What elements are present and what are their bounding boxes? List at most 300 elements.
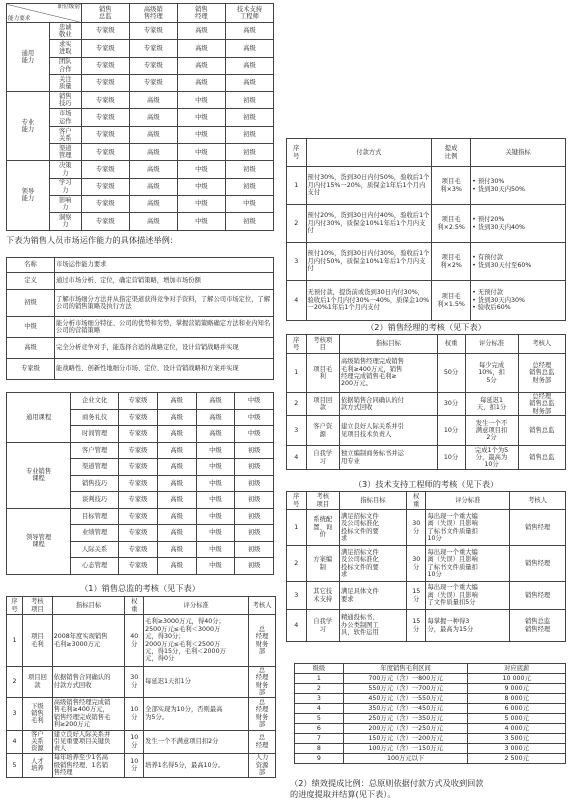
competency-table xyxy=(6,3,274,231)
corner-bottom-label: 能力要求 xyxy=(8,15,31,22)
competency-row xyxy=(7,23,274,40)
level-cell: 专家级 xyxy=(81,195,129,212)
profit-range-cell: 450万元（含）一550万元 xyxy=(343,694,468,704)
kpi-std: 每出现一个重大编 离（失误）且影响 了标书文件质量扣 10分 xyxy=(426,510,510,546)
market-row xyxy=(7,359,274,380)
level-cell: 中级 xyxy=(225,195,273,212)
col-header: 指标目标 xyxy=(339,492,406,510)
kpi-std: 每出现一个重大编 离（失误）且影响 了标书文件质量扣 10分 xyxy=(426,546,510,582)
level-cell: 专家级 xyxy=(119,393,158,410)
level-cell: 初级 xyxy=(225,126,273,143)
grade-cell: 8 xyxy=(295,744,344,754)
level-cell: 专家级 xyxy=(119,525,158,542)
level-cell: 高级 xyxy=(225,40,273,57)
kpi-who: 总经理 销售总监 财务部 xyxy=(518,393,565,416)
kpi-ratio: 项目毛 利×1.5% xyxy=(432,281,471,321)
grade-cell: 4 xyxy=(295,704,344,714)
level-cell: 中级 xyxy=(177,109,225,126)
t4-row xyxy=(7,615,276,667)
level-cell: 高级 xyxy=(225,74,273,91)
course-name: 销售技巧 xyxy=(71,475,119,492)
col-header: 考核人 xyxy=(518,335,565,354)
col-header: 提成 比例 xyxy=(432,139,471,167)
kpi-std: 全部实现为10分，否则最高 为5分。 xyxy=(144,697,249,730)
course-name: 客户管理 xyxy=(71,442,119,459)
kpi-who: 销售经理 xyxy=(510,546,566,582)
kpi-who: 销售总监 销售经理 xyxy=(510,610,566,642)
t5-row xyxy=(287,205,566,243)
t6-header-row xyxy=(287,335,566,354)
kpi-who: 总 经理 财务 部 xyxy=(249,615,276,667)
kpi-who: 总经理 销售总监 财务部 xyxy=(518,354,565,393)
col-header: 级级 xyxy=(295,664,344,674)
level-cell: 初级 xyxy=(225,213,273,230)
kpi-w: 15 分 xyxy=(406,610,426,642)
level-cell: 初级 xyxy=(235,475,274,492)
kpi-no: 2 xyxy=(287,393,307,416)
kpi-who: 销售经理 xyxy=(510,582,566,610)
kpi-no: 3 xyxy=(287,582,307,610)
profit-range-cell: 100万元（含）一150万元 xyxy=(343,744,468,754)
level-desc: 能分析市场细分特征、公司的优势和劣势，掌握营销策略确定方法和业内知名公司的营销策略 xyxy=(55,317,274,338)
kpi-w: 50分 xyxy=(437,354,465,393)
col-header: 序 号 xyxy=(287,335,307,354)
salary-header-row xyxy=(295,664,566,674)
caption-sales-director xyxy=(6,583,274,593)
col-header: 对应底薪 xyxy=(468,664,566,674)
level-cell: 专家级 xyxy=(119,508,158,525)
kpi-no: 4 xyxy=(287,446,307,470)
t7-row xyxy=(287,610,566,642)
base-salary-cell: 6 000元 xyxy=(468,704,566,714)
kpi-target: 高级销售经理完成销 售毛利≥400万元， 销售经理完成销售毛 利≥200万元 xyxy=(52,697,125,730)
competency-table-wrap xyxy=(6,3,274,231)
kpi-std: 完成1个为5 分，最高为 10分 xyxy=(465,446,518,470)
competency-item: 洞察 力 xyxy=(49,213,81,230)
level-cell: 中级 xyxy=(196,475,235,492)
level-cell: 高级 xyxy=(129,144,177,161)
course-name: 人际关系 xyxy=(71,541,119,558)
kpi-no: 1 xyxy=(287,354,307,393)
kpi-w: 30 分 xyxy=(406,546,426,582)
grade-cell: 2 xyxy=(295,684,344,694)
t6-row xyxy=(287,393,566,416)
level-cell: 高级 xyxy=(196,409,235,426)
salary-row xyxy=(295,754,566,764)
kpi-who: 总 经理 财务 部 xyxy=(249,667,276,698)
level-cell: 高级 xyxy=(129,161,177,178)
level-cell: 专家级 xyxy=(81,23,129,40)
kpi-w: 10 分 xyxy=(125,753,144,777)
level-cell: 高级 xyxy=(157,508,196,525)
course-name: 谈判技巧 xyxy=(71,492,119,509)
level-cell: 专家级 xyxy=(129,23,177,40)
grade-cell: 1 xyxy=(295,674,344,684)
course-name: 目标管理 xyxy=(71,508,119,525)
col-header: 考核人 xyxy=(249,597,276,615)
level-cell: 中级 xyxy=(196,459,235,476)
competency-item: 关注 质量 xyxy=(49,74,81,91)
competency-row xyxy=(7,92,274,109)
level-cell: 中级 xyxy=(196,558,235,575)
salary-row xyxy=(295,704,566,714)
col-header: 评分标准 xyxy=(465,335,518,354)
competency-header-row xyxy=(7,4,274,23)
kpi-no: 4 xyxy=(287,281,307,321)
kpi-target: 依据销售合同确认的付 款方式回收 xyxy=(339,393,437,416)
grade-cell: 5 xyxy=(295,714,344,724)
level-cell: 中级 xyxy=(177,92,225,109)
course-name: 渠道管理 xyxy=(71,459,119,476)
kpi-item: 其它技 术支持 xyxy=(306,582,339,610)
level-cell: 中级 xyxy=(177,126,225,143)
competency-item: 市场 运作 xyxy=(49,109,81,126)
kpi-target: 满足招标文件 及公司标准化 投标文件的要 求 xyxy=(339,546,406,582)
base-salary-cell: 3 500元 xyxy=(468,734,566,744)
kpi-std: 发生一个不 满意项目扣 2分 xyxy=(465,416,518,446)
t6-row xyxy=(287,446,566,470)
base-salary-cell: 4 000元 xyxy=(468,724,566,734)
competency-item: 团队 合作 xyxy=(49,57,81,74)
level-cell: 专家级 xyxy=(129,40,177,57)
level-cell: 中级 xyxy=(177,195,225,212)
kpi-target: 每年培养至少1名高 级销售经理、1名销 售经理 xyxy=(52,753,125,777)
level-cell: 初级 xyxy=(235,525,274,542)
t4-row xyxy=(7,730,276,753)
kpi-target: 建立良好人际关系并引 见项目技术负责人 xyxy=(339,416,437,446)
grade-cell: 3 xyxy=(295,694,344,704)
level-cell: 初级 xyxy=(225,161,273,178)
salary-row xyxy=(295,694,566,704)
market-row xyxy=(7,317,274,338)
t7-row xyxy=(287,546,566,582)
level-cell: 高级 xyxy=(129,126,177,143)
kpi-no: 4 xyxy=(287,610,307,642)
level-cell: 高级 xyxy=(157,442,196,459)
course-group: 专业销售 课程 xyxy=(7,442,71,508)
t4-header-row xyxy=(7,597,276,615)
competency-item: 影响 力 xyxy=(49,195,81,212)
competency-group: 领导 能力 xyxy=(7,161,50,230)
t6-row xyxy=(287,416,566,446)
profit-range-cell: 150万元（含）一200万元 xyxy=(343,734,468,744)
kpi-std: 每延迟1 天，扣1分 xyxy=(465,393,518,416)
col-header: 付款方式 xyxy=(306,139,432,167)
t7-row xyxy=(287,510,566,546)
competency-group: 通用 能力 xyxy=(7,23,50,92)
kpi-item: 客户资 源 xyxy=(306,416,339,446)
level-cell: 中级 xyxy=(235,393,274,410)
level-cell: 专家级 xyxy=(81,213,129,230)
level-cell: 高级 xyxy=(157,475,196,492)
manager-kpi-table-wrap xyxy=(286,334,566,470)
salary-row xyxy=(295,724,566,734)
caption-tech-engineer xyxy=(286,479,566,489)
kpi-target: 2008年度实现销售 毛利≥3000万元 xyxy=(52,615,125,667)
level-cell: 高级 xyxy=(196,393,235,410)
corner-top-label: 职位级别 xyxy=(57,4,80,10)
kpi-item: 人才 培养 xyxy=(23,753,53,777)
kpi-target: 精通投标书、 办公类制图工 具，软件运用 xyxy=(339,610,406,642)
level-cell: 专家级 xyxy=(119,558,158,575)
level-cell: 专家级 xyxy=(81,126,129,143)
level-cell: 专家级 xyxy=(119,459,158,476)
level-cell: 中级 xyxy=(177,161,225,178)
kpi-std: 每少完成 10%，扣 5分 xyxy=(465,354,518,393)
kpi-w: 30 分 xyxy=(406,510,426,546)
kpi-no: 1 xyxy=(7,615,23,667)
level-name: 初级 xyxy=(7,290,55,317)
col-header: 考核 项目 xyxy=(23,597,53,615)
kpi-no: 3 xyxy=(287,416,307,446)
kpi-item: 自我学 习 xyxy=(306,610,339,642)
course-group: 通用课程 xyxy=(7,393,71,443)
level-cell: 高级 xyxy=(225,23,273,40)
base-salary-cell: 9 000元 xyxy=(468,684,566,694)
kpi-std: 每延迟1天扣1分 xyxy=(144,667,249,698)
level-cell: 专家级 xyxy=(81,92,129,109)
competency-row xyxy=(7,161,274,178)
course-table-wrap xyxy=(6,392,274,575)
competency-item: 决策 力 xyxy=(49,161,81,178)
level-cell: 高级 xyxy=(196,426,235,443)
kpi-key: • 预付20% • 货到30天内40% xyxy=(471,205,566,243)
kpi-who: 销售总监 xyxy=(518,446,565,470)
profit-range-cell: 350万元（含）一450万元 xyxy=(343,704,468,714)
kpi-item: 自我学 习 xyxy=(306,446,339,470)
kpi-ratio: 项目毛 利×3% xyxy=(432,167,471,205)
kpi-ratio: 项目毛 利×2.5% xyxy=(432,205,471,243)
competency-item: 忠诚 敬业 xyxy=(49,23,81,40)
kpi-no: 1 xyxy=(287,510,307,546)
col-header: 指标目标 xyxy=(339,335,437,354)
kpi-std: 每出现一个重大编 离（失误）且影响 了文件质量扣5分 xyxy=(426,582,510,610)
level-cell: 初级 xyxy=(235,558,274,575)
col-header: 序 号 xyxy=(287,492,307,510)
competency-group: 专业 能力 xyxy=(7,92,50,161)
col-header: 年度销售毛利区间 xyxy=(343,664,468,674)
payment-table-wrap xyxy=(286,138,566,321)
base-salary-cell: 2 500元 xyxy=(468,754,566,764)
market-row xyxy=(7,273,274,290)
kpi-std: 发生一个不满意项目扣2分 xyxy=(144,730,249,753)
kpi-ratio: 项目毛 利×2% xyxy=(432,243,471,281)
level-desc: 通过市场分析、定位，确定营销策略，增加市场份额 xyxy=(55,273,274,290)
kpi-std: 每掌握一种得3 分，最高为15分 xyxy=(426,610,510,642)
profit-range-cell: 700万元（含）一800万元 xyxy=(343,674,468,684)
t7-row xyxy=(287,582,566,610)
course-name: 业绩管理 xyxy=(71,525,119,542)
col-header: 权 重 xyxy=(125,597,144,615)
course-row xyxy=(7,508,274,525)
engineer-kpi-table-wrap xyxy=(286,491,566,642)
engineer-kpi-table xyxy=(286,491,566,642)
profit-range-cell: 250万元（含）一350万元 xyxy=(343,714,468,724)
level-cell: 高级 xyxy=(157,492,196,509)
level-cell: 高级 xyxy=(225,57,273,74)
level-cell: 中级 xyxy=(196,525,235,542)
level-cell: 专家级 xyxy=(119,541,158,558)
profit-range-cell: 200万元（含）一250万元 xyxy=(343,724,468,734)
intro-line: 下表为销售人员市场运作能力的具体描述举例： xyxy=(6,235,178,245)
kpi-who: 销售总监 xyxy=(518,416,565,446)
corner-cell xyxy=(7,4,82,23)
level-cell: 高级 xyxy=(157,393,196,410)
kpi-key: • 预付30% • 货到30天内50% xyxy=(471,167,566,205)
level-cell: 初级 xyxy=(235,492,274,509)
level-cell: 专家级 xyxy=(81,109,129,126)
t4-row xyxy=(7,753,276,777)
level-name: 定义 xyxy=(7,273,55,290)
kpi-item: 项目回 款 xyxy=(306,393,339,416)
kpi-target: 依据销售合同确认的 付款方式回收 xyxy=(52,667,125,698)
salary-row xyxy=(295,684,566,694)
course-row xyxy=(7,393,274,410)
kpi-target: 建立良好人际关系并 引见重要项目关键负 责人 xyxy=(52,730,125,753)
kpi-w: 10分 xyxy=(437,446,465,470)
kpi-std: 培养1名得5分，最高10分。 xyxy=(144,753,249,777)
kpi-item: 项目 毛利 xyxy=(23,615,53,667)
base-salary-cell: 8 000元 xyxy=(468,694,566,704)
level-cell: 专家级 xyxy=(81,161,129,178)
col-header: 序 号 xyxy=(287,139,307,167)
competency-item: 学习 力 xyxy=(49,178,81,195)
col-header: 销售 经理 xyxy=(177,4,225,23)
level-cell: 专家级 xyxy=(81,57,129,74)
market-header-row xyxy=(7,258,274,273)
level-cell: 初级 xyxy=(225,178,273,195)
level-cell: 专家级 xyxy=(119,442,158,459)
level-name: 专家级 xyxy=(7,359,55,380)
col-header: 名称 xyxy=(7,258,55,273)
caption-text: （1）销售总监的考核（见下表） xyxy=(80,583,200,593)
kpi-pay: 预付30%，货到30日内付50%，验收后1个月内付15%一20%，质保金1年后1个月内支付 xyxy=(306,167,432,205)
kpi-target: 满足招标文件 及公司标准化 投标文件的要 求 xyxy=(339,510,406,546)
grade-cell: 6 xyxy=(295,724,344,734)
level-cell: 专家级 xyxy=(119,475,158,492)
level-cell: 高级 xyxy=(177,40,225,57)
t7-header-row xyxy=(287,492,566,510)
level-cell: 高级 xyxy=(157,459,196,476)
level-cell: 中级 xyxy=(196,541,235,558)
level-desc: 完全分析竞争对手，能选择合适的战略定位，设计营销战略并实现 xyxy=(55,338,274,359)
base-salary-cell: 3 000元 xyxy=(468,744,566,754)
kpi-item: 方案编 制 xyxy=(306,546,339,582)
salary-row xyxy=(295,744,566,754)
market-row xyxy=(7,290,274,317)
level-cell: 高级 xyxy=(129,195,177,212)
level-cell: 初级 xyxy=(225,144,273,161)
course-name: 时间管理 xyxy=(71,426,119,443)
col-header: 关键指标 xyxy=(471,139,566,167)
kpi-no: 5 xyxy=(7,753,23,777)
intro-text xyxy=(6,235,274,245)
level-cell: 高级 xyxy=(157,426,196,443)
level-cell: 初级 xyxy=(235,508,274,525)
kpi-no: 3 xyxy=(7,697,23,730)
director-kpi-table-wrap xyxy=(6,596,276,778)
kpi-pay: 预付20%，货到30日内付40%，验收后1个月内付30%，质保金10%1年后1个月内支付 xyxy=(306,205,432,243)
market-ability-table-wrap xyxy=(6,257,274,380)
kpi-item: 客户 关系 资源 xyxy=(23,730,53,753)
kpi-item: 项目回 款 xyxy=(23,667,53,698)
kpi-w: 10 分 xyxy=(125,697,144,730)
caption-text: （2）销售经理的考核（见下表） xyxy=(366,322,486,332)
kpi-w: 40 分 xyxy=(125,615,144,667)
kpi-w: 10 分 xyxy=(125,730,144,753)
level-name: 高级 xyxy=(7,338,55,359)
kpi-item: 系统配 置、询 价 xyxy=(306,510,339,546)
kpi-no: 2 xyxy=(7,667,23,698)
kpi-item: 下级 销售 毛利 xyxy=(23,697,53,730)
course-group: 领导管理 课程 xyxy=(7,508,71,574)
competency-item: 客户 关系 xyxy=(49,126,81,143)
t4-row xyxy=(7,697,276,730)
kpi-who: 总 经理 xyxy=(249,730,276,753)
t5-row xyxy=(287,281,566,321)
course-table xyxy=(6,392,274,575)
course-name: 心态管理 xyxy=(71,558,119,575)
grade-cell: 7 xyxy=(295,734,344,744)
kpi-target: 满足具体文件 要求 xyxy=(339,582,406,610)
kpi-key: • 有预付款 • 货到30天付至60% xyxy=(471,243,566,281)
col-header: 权重 xyxy=(437,335,465,354)
market-row xyxy=(7,338,274,359)
col-header: 考核项 目 xyxy=(306,335,339,354)
level-desc: 能战略性、创新性地细分市场、定位、设计营销战略和方案并实现 xyxy=(55,359,274,380)
level-cell: 高级 xyxy=(157,409,196,426)
level-cell: 中级 xyxy=(177,178,225,195)
base-salary-cell: 10 000元 xyxy=(468,674,566,684)
salary-grade-table xyxy=(294,663,566,764)
col-header: 评分标准 xyxy=(426,492,510,510)
level-cell: 专家级 xyxy=(129,57,177,74)
level-cell: 高级 xyxy=(129,178,177,195)
grade-cell: 9 xyxy=(295,754,344,764)
kpi-target: 高级销售经理完成销售 毛利≥400万元，销售 经理完成销售毛利≥ 200万元。 xyxy=(339,354,437,393)
payment-table xyxy=(286,138,566,321)
level-cell: 高级 xyxy=(157,541,196,558)
kpi-item: 项目毛 利 xyxy=(306,354,339,393)
t6-row xyxy=(287,354,566,393)
level-cell: 中级 xyxy=(177,144,225,161)
level-cell: 高级 xyxy=(177,74,225,91)
level-cell: 高级 xyxy=(129,92,177,109)
profit-range-cell: 550万元（含）一700万元 xyxy=(343,684,468,694)
level-cell: 中级 xyxy=(196,492,235,509)
col-header: 评分标准 xyxy=(144,597,249,615)
kpi-who: 总 经理 财务 部 xyxy=(249,697,276,730)
kpi-pay: 预付10%，货到30日内付30%，验收后1个月内付50%，质保金10%1年后1个月内支付 xyxy=(306,243,432,281)
level-cell: 中级 xyxy=(177,213,225,230)
level-cell: 专家级 xyxy=(81,144,129,161)
course-row xyxy=(7,442,274,459)
director-kpi-table xyxy=(6,596,276,778)
kpi-w: 15 分 xyxy=(406,582,426,610)
kpi-w: 30 分 xyxy=(125,667,144,698)
level-cell: 专家级 xyxy=(81,74,129,91)
level-cell: 初级 xyxy=(225,92,273,109)
kpi-key: • 无预付款 • 货到30天内30% • 验收后60% xyxy=(471,281,566,321)
caption-sales-manager xyxy=(286,322,566,332)
course-name: 企业文化 xyxy=(71,393,119,410)
kpi-std: 毛利≥3000万元，得40分； 2500万元≤毛利＜3000万 元，得30分； 2000万元≤毛利＜2500万 元，得15分，毛利＜2000万 元，得0分 xyxy=(144,615,249,667)
level-cell: 初级 xyxy=(235,541,274,558)
level-cell: 专家级 xyxy=(119,426,158,443)
salary-row xyxy=(295,734,566,744)
col-header: 高级销 售经理 xyxy=(129,4,177,23)
market-ability-table xyxy=(6,257,274,380)
